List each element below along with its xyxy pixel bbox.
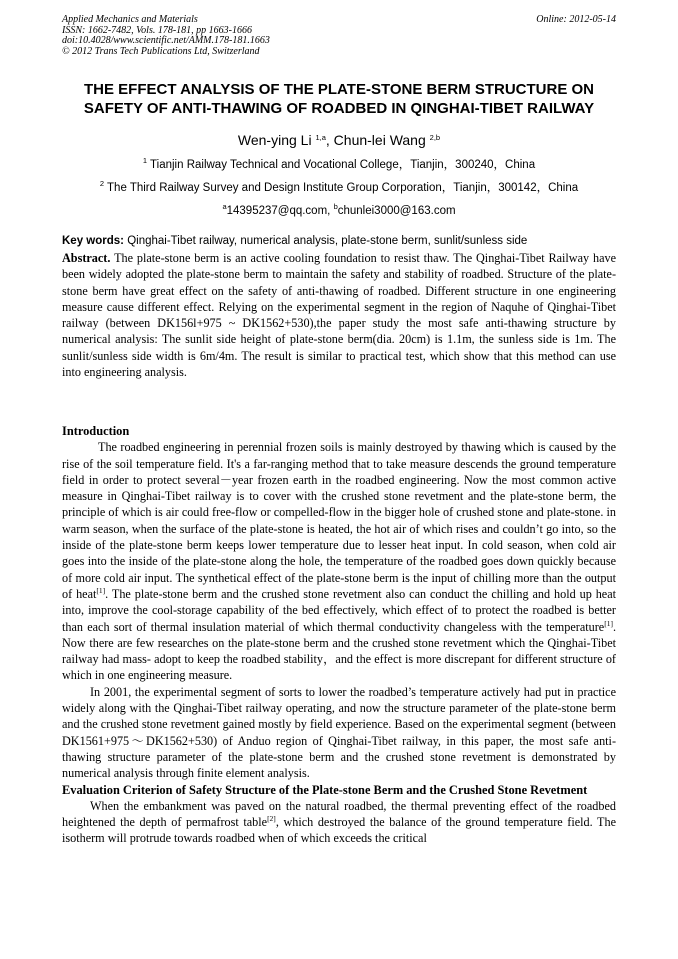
introduction-paragraph-1 — [62, 439, 616, 683]
intro-p1-text-b: . The plate-stone berm and the crushed stone revetment also can conduct the chilling and hold up heat into, improve the cool-storage capability of the bed effectively, which effect of to protect the roadbed is better than each sort of thermal insulation material of which thermal conductivity changeless with the temperature — [62, 586, 617, 634]
author-line — [62, 131, 616, 149]
eval-p1-text-a: When the embankment was paved on the natural roadbed, the thermal preventing effect of the roadbed heightened the depth of permafrost table — [62, 798, 616, 830]
email-a: 14395237@qq.com, — [226, 205, 334, 217]
abstract-text: The plate-stone berm is an active cooling foundation to resist thaw. The Qinghai-Tibet Railway have been widely adopted the plate-stone berm to maintain the safety and stability of roadbed. Structure of the plate-stone berm have great effect on the safety of anti-thawing of roadbed. Different structure in one engineering measure cause different effect. Relying on the experimental segment in the region of Naquhe of Qinghai-Tibet railway (between DK156l+975 ~ DK1562+530),the paper study the most safe anti-thawing structure by numerical analysis: The sunlit side height of plate-stone berm(dia. 20cm) is 1.1m, the sunless side is 1m. The sunlit/sunless side width is 6m/4m. The result is similar to practical test, which show that this method can use into engineering analysis. — [62, 251, 616, 380]
journal-name: Applied Mechanics and Materials — [62, 14, 198, 25]
author-1-name: Wen-ying Li — [237, 132, 312, 148]
intro-p1-text-c: . Now there are few researches on the plate-stone berm and the crushed stone revetment which the Qinghai-Tibet railway had mass- adopt to keep the roadbed stability，and the effect is more discrepant for different structure of which in one engineering measure. — [62, 619, 616, 683]
author-1-affil-mark: 1,a — [315, 133, 326, 142]
keywords — [62, 234, 622, 248]
affiliation-2-text: The Third Railway Survey and Design Institute Group Corporation，Tianjin，300142，China — [107, 182, 579, 194]
title-line-2: SAFETY OF ANTI-THAWING OF ROADBED IN QINGHAI-TIBET RAILWAY — [83, 100, 595, 117]
citation-1: [1] — [96, 585, 106, 595]
affiliation-2 — [62, 181, 616, 195]
introduction-heading: Introduction — [62, 424, 130, 438]
paper-title — [58, 80, 620, 118]
affiliation-1-text: Tianjin Railway Technical and Vocational College，Tianjin，300240，China — [150, 159, 536, 171]
keywords-text: Qinghai-Tibet railway, numerical analysis, plate-stone berm, sunlit/sunless side — [124, 235, 528, 247]
author-2-name: Chun-lei Wang — [333, 132, 426, 148]
online-date: Online: 2012-05-14 — [536, 14, 616, 25]
affiliation-1-mark: 1 — [142, 156, 148, 165]
citation-1b: [1] — [604, 618, 613, 628]
doi-line: doi:10.4028/www.scientific.net/AMM.178-181.1663 — [62, 35, 270, 46]
email-b: chunlei3000@163.com — [337, 205, 456, 217]
copyright-line: © 2012 Trans Tech Publications Ltd, Switzerland — [62, 45, 260, 57]
journal-header — [62, 15, 616, 57]
email-a-mark: a — [222, 202, 227, 211]
intro-p1-text-a: The roadbed engineering in perennial frozen soils is mainly destroyed by thawing which is caused by the rise of the soil temperature field. It's a far-ranging method that to take measure descends the ground temperature field in order to protect several－year frozen earth in the roadbed engineering. Now the most common active measure in Qinghai-Tibet railway is to cover with the crushed stone revetment and the plate-stone berm, the principle of which is air could free-flow or compelled-flow in the bigger hole of crushed stone and plate-stone. in warm season, when the surface of the plate-stone is heated, the hot air of which rises and couldn’t go into, so the inside of the plate-stone berm keeps lower temperature due to lesser heat input. In cold season, when cold air goes into the inside of the plate-stone along the hole, the temperature of the roadbed goes down quickly because of more cold air input. The synthetical effect of the plate-stone berm is the input of chilling more than the output of heat — [62, 440, 616, 601]
eval-p1-text-b: , which destroyed the balance of the ground temperature field. The isotherm will protrude towards roadbed when of which exceeds the critical — [62, 815, 616, 846]
keywords-label: Key words: — [62, 235, 124, 247]
issn-line: ISSN: 1662-7482, Vols. 178-181, pp 1663-1666 — [62, 24, 252, 36]
author-separator: , — [325, 132, 334, 148]
affiliation-2-mark: 2 — [99, 179, 105, 188]
main-body — [62, 423, 616, 847]
email-b-mark: b — [333, 202, 338, 211]
title-line-1: THE EFFECT ANALYSIS OF THE PLATE-STONE BERM STRUCTURE ON — [83, 81, 595, 98]
author-2-affil-mark: 2,b — [429, 133, 441, 142]
citation-2: [2] — [267, 814, 276, 824]
abstract — [62, 250, 616, 380]
evaluation-heading: Evaluation Criterion of Safety Structure of the Plate-stone Berm and the Crushed Stone Revetment — [62, 782, 588, 797]
abstract-label: Abstract. — [62, 251, 111, 265]
introduction-paragraph-2: In 2001, the experimental segment of sorts to lower the roadbed’s temperature actively had put in practice widely along with the Qinghai-Tibet railway operating, and now the structure parameter of the plate-stone berm and the crushed stone revetment gained mostly by field experience. Based on the experimental segment (between DK1561+975～DK1562+530) of Anduo region of Qinghai-Tibet railway, in this paper, the most safe anti-thawing structure parameter of the plate-stone berm and the crushed stone revetment is demonstrated by numerical analysis through finite element analysis. — [62, 684, 616, 781]
author-emails — [62, 204, 616, 218]
affiliation-1 — [62, 158, 616, 172]
evaluation-paragraph-1 — [62, 798, 616, 847]
